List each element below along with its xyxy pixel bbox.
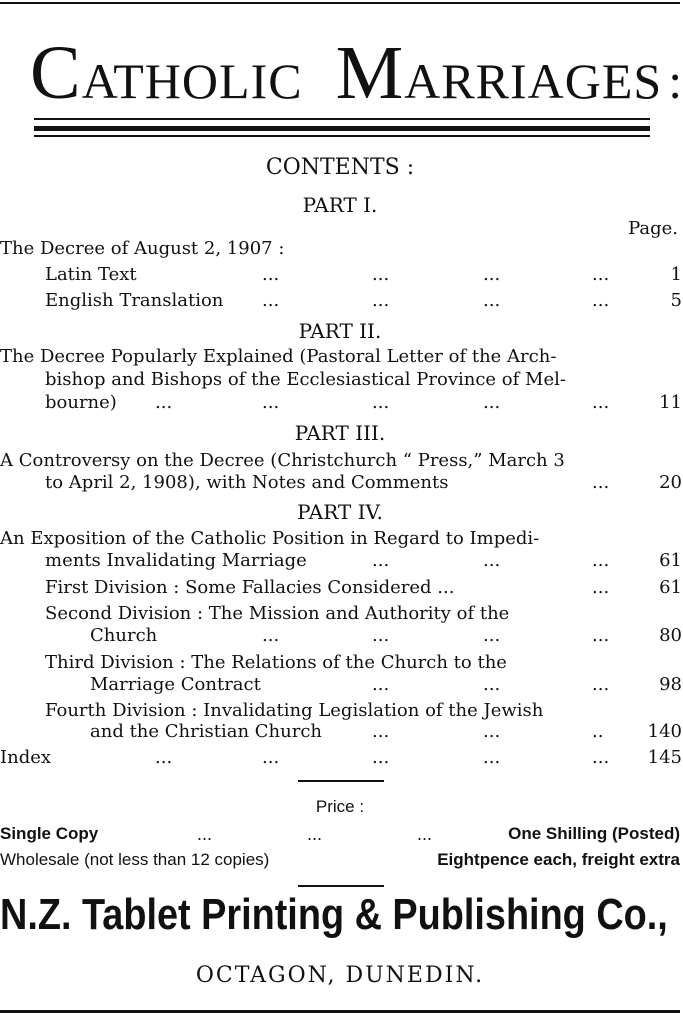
- second-division-line-2: Church: [90, 625, 158, 646]
- part-3-heading: PART III.: [294, 421, 386, 445]
- leader-dots: ...: [483, 392, 501, 413]
- explained-page-number: 11: [659, 392, 682, 413]
- leader-dots: ...: [372, 290, 390, 311]
- price-heading: Price :: [315, 797, 365, 816]
- divider-rule: [298, 780, 384, 782]
- exposition-page-number: 61: [659, 550, 682, 571]
- exposition-line-1: An Exposition of the Catholic Position in Regard to Impedi-: [0, 528, 540, 549]
- controversy-page-number: 20: [659, 472, 682, 493]
- leader-dots: ...: [262, 290, 280, 311]
- publisher-name: N.Z. Tablet Printing & Publishing Co.,: [0, 890, 668, 939]
- leader-dots: ...: [483, 721, 501, 742]
- wholesale-price: Eightpence each, freight extra: [437, 850, 680, 869]
- leader-dots: ...: [262, 392, 280, 413]
- decree-entry: The Decree of August 2, 1907 :: [0, 238, 285, 259]
- leader-dots: ...: [155, 747, 173, 768]
- explained-line-2: bishop and Bishops of the Ecclesiastical Province of Mel-: [45, 369, 566, 390]
- leader-dots: ...: [197, 824, 213, 844]
- single-copy-price: One Shilling (Posted): [508, 824, 680, 843]
- controversy-line-1: A Controversy on the Decree (Christchurch “ Press,” March 3: [0, 450, 565, 471]
- title-rule-thick: [34, 126, 650, 131]
- top-rule: [0, 2, 680, 4]
- leader-dots: ...: [483, 625, 501, 646]
- leader-dots: ...: [372, 747, 390, 768]
- publisher-address: OCTAGON, DUNEDIN.: [195, 963, 485, 988]
- controversy-line-2: to April 2, 1908), with Notes and Comments: [45, 472, 449, 493]
- leader-dots: ...: [483, 264, 501, 285]
- leader-dots: ...: [592, 625, 610, 646]
- latin-text-entry: Latin Text: [45, 264, 137, 285]
- leader-dots: ...: [307, 824, 323, 844]
- leader-dots: ...: [483, 747, 501, 768]
- leader-dots: ...: [483, 550, 501, 571]
- leader-dots: ...: [592, 472, 610, 493]
- leader-dots: ...: [483, 290, 501, 311]
- title-rule-thin-2: [34, 135, 650, 137]
- bottom-rule: [0, 1010, 680, 1013]
- part-4-heading: PART IV.: [297, 500, 383, 524]
- leader-dots: ...: [483, 674, 501, 695]
- leader-dots: ...: [372, 625, 390, 646]
- leader-dots: ...: [372, 550, 390, 571]
- leader-dots: ...: [155, 392, 173, 413]
- leader-dots: ...: [592, 577, 610, 598]
- index-page-number: 145: [647, 747, 682, 768]
- leader-dots: ...: [372, 264, 390, 285]
- leader-dots: ...: [592, 674, 610, 695]
- fourth-division-line-2: and the Christian Church: [90, 721, 323, 742]
- contents-heading: CONTENTS :: [265, 155, 415, 180]
- page-column-label: Page.: [628, 218, 678, 239]
- leader-dots: ...: [372, 674, 390, 695]
- english-page-number: 5: [670, 290, 682, 311]
- leader-dots: ...: [262, 747, 280, 768]
- leader-dots: ...: [372, 392, 390, 413]
- leader-dots: ...: [262, 625, 280, 646]
- first-division-entry: First Division : Some Fallacies Considered ...: [45, 577, 455, 598]
- second-division-line-1: Second Division : The Mission and Authority of the: [45, 603, 510, 624]
- leader-dots: ...: [592, 550, 610, 571]
- leader-dots: ...: [592, 392, 610, 413]
- second-division-page-number: 80: [659, 625, 682, 646]
- fourth-division-page-number: 140: [647, 721, 682, 742]
- single-copy-label: Single Copy: [0, 824, 99, 843]
- part-1-heading: PART I.: [302, 193, 378, 217]
- leader-dots: ...: [417, 824, 433, 844]
- leader-dots: ...: [372, 721, 390, 742]
- third-division-page-number: 98: [659, 674, 682, 695]
- part-2-heading: PART II.: [298, 319, 382, 343]
- index-entry: Index: [0, 747, 52, 768]
- leader-dots: ...: [262, 264, 280, 285]
- fourth-division-line-1: Fourth Division : Invalidating Legislation of the Jewish: [45, 700, 544, 721]
- wholesale-label: Wholesale (not less than 12 copies): [0, 850, 270, 869]
- third-division-line-1: Third Division : The Relations of the Church to the: [45, 652, 507, 673]
- third-division-line-2: Marriage Contract: [90, 674, 261, 695]
- leader-dots: ...: [592, 747, 610, 768]
- leader-dots: ...: [592, 264, 610, 285]
- latin-page-number: 1: [670, 264, 682, 285]
- english-translation-entry: English Translation: [45, 290, 224, 311]
- leader-dots: ..: [592, 721, 604, 742]
- leader-dots: ...: [592, 290, 610, 311]
- exposition-line-2: ments Invalidating Marriage: [45, 550, 307, 571]
- title-rule-thin: [34, 118, 650, 120]
- first-division-page-number: 61: [659, 577, 682, 598]
- explained-line-1: The Decree Popularly Explained (Pastoral Letter of the Arch-: [0, 346, 557, 367]
- page-title: CATHOLIC MARRIAGES :: [30, 31, 683, 115]
- divider-rule: [298, 885, 384, 887]
- explained-line-3: bourne): [45, 392, 117, 413]
